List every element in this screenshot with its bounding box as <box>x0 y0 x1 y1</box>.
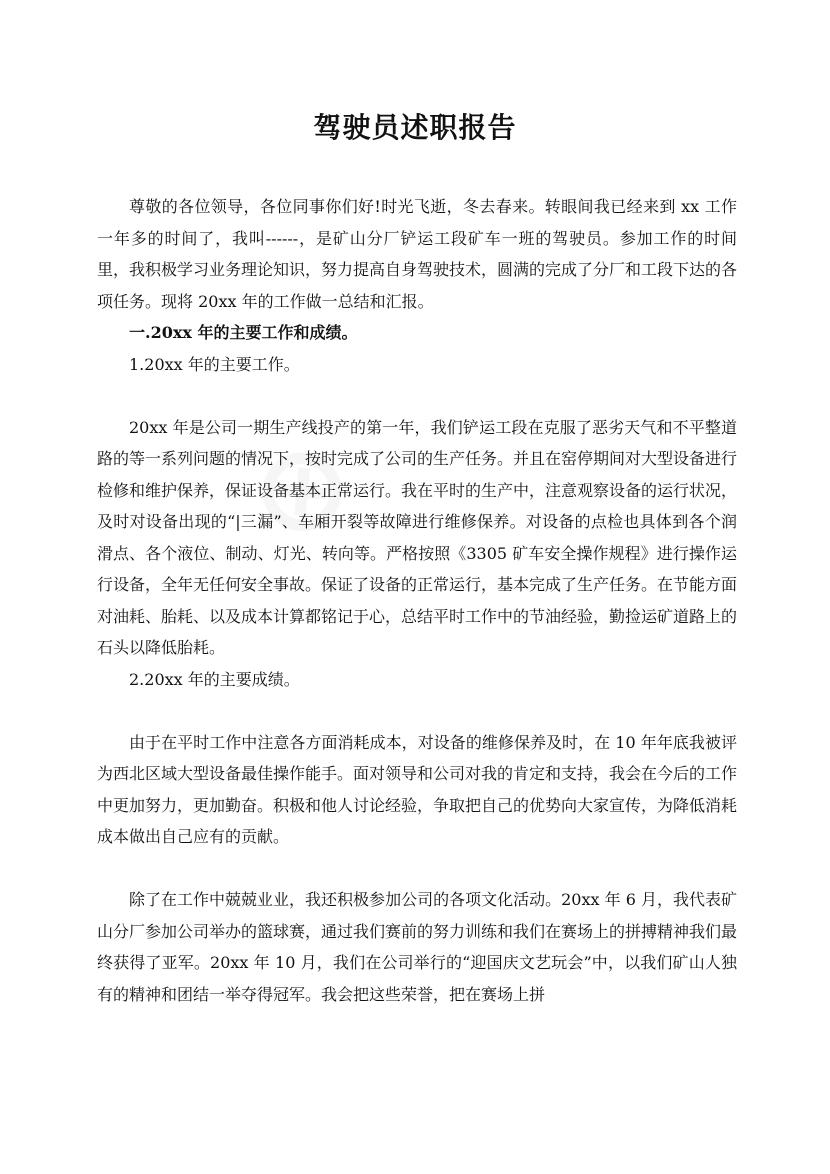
paragraph-activities: 除了在工作中兢兢业业，我还积极参加公司的各项文化活动。20xx 年 6 月，我代表矿山分厂参加公司举办的篮球赛，通过我们赛前的努力训练和我们在赛场上的拼搏精神我们最终获得了亚军。20xx 年 10 月，我们在公司举行的“迎国庆文艺玩会”中，以我们矿山人独有的精神和团结一举夺得冠军。我会把这些荣誉，把在赛场上拼 <box>97 890 738 1004</box>
section-heading-1: 一.20xx 年的主要工作和成绩。 <box>129 323 358 342</box>
paragraph-main-work: 20xx 年是公司一期生产线投产的第一年，我们铲运工段在克服了恶劣天气和不平整道路的等一系列问题的情况下，按时完成了公司的生产任务。并且在窑停期间对大型设备进行检修和维护保养，保证设备基本正常运行。我在平时的生产中，注意观察设备的运行状况，及时对设备出现的“|三漏”、车厢开裂等故障进行维修保养。对设备的点检也具体到各个润滑点、各个液位、制动、灯光、转向等。严格按照《3305 矿车安全操作规程》进行操作运行设备，全年无任何安全事故。保证了设备的正常运行，基本完成了生产任务。在节能方面对油耗、胎耗、以及成本计算都铭记于心，总结平时工作中的节油经验，勤捡运矿道路上的石头以降低胎耗。 <box>97 417 738 657</box>
document-body <box>97 191 737 1010</box>
page-title: 驾驶员述职报告 <box>313 111 517 144</box>
subsection-heading-2: 2.20xx 年的主要成绩。 <box>129 669 300 689</box>
paragraph-intro: 尊敬的各位领导，各位同事你们好!时光飞逝，冬去春来。转眼间我已经来到 xx 工作一年多的时间了，我叫------，是矿山分厂铲运工段矿车一班的驾驶员。参加工作的时间里，我积极学习业务理论知识，努力提高自身驾驶技术，圆满的完成了分厂和工段下达的各项任务。现将 20xx 年的工作做一总结和汇报。 <box>97 197 738 311</box>
paragraph-achievements: 由于在平时工作中注意各方面消耗成本，对设备的维修保养及时，在 10 年年底我被评为西北区域大型设备最佳操作能手。面对领导和公司对我的肯定和支持，我会在今后的工作中更加努力，更加勤奋。积极和他人讨论经验，争取把自己的优势向大家宣传，为降低消耗成本做出自己应有的贡献。 <box>97 732 738 846</box>
subsection-heading-1: 1.20xx 年的主要工作。 <box>129 354 300 374</box>
